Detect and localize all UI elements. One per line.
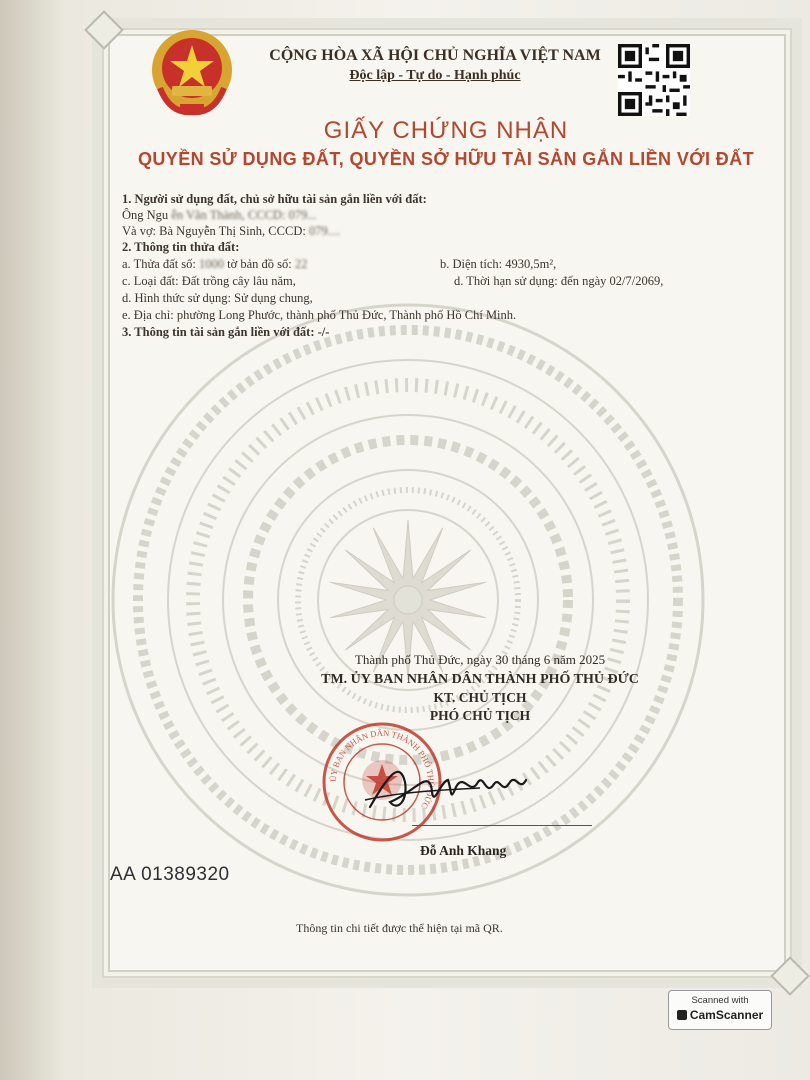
camscanner-logo-icon xyxy=(677,1010,687,1020)
area-line: b. Diện tích: 4930,5m², xyxy=(440,257,557,271)
owner-obscured: ễn Văn Thành, CCCD: 079... xyxy=(171,208,317,222)
national-emblem-icon xyxy=(150,28,234,118)
land-type-line: c. Loại đất: Đất trồng cây lâu năm, xyxy=(122,274,296,288)
camscanner-badge xyxy=(668,990,772,1030)
camscanner-text: CamScanner xyxy=(689,1008,764,1022)
national-motto: Độc lập - Tự do - Hạnh phúc xyxy=(349,68,521,83)
section2-heading: 2. Thông tin thửa đất: xyxy=(122,240,240,254)
section3-value: -/- xyxy=(317,325,330,339)
authority-line: TM. ỦY BAN NHÂN DÂN THÀNH PHỐ THỦ ĐỨC xyxy=(321,672,639,687)
spouse-prefix: Và vợ: Bà xyxy=(122,224,174,238)
parcel-label: a. Thửa đất số: xyxy=(122,257,196,271)
parcel-line xyxy=(122,257,307,272)
certificate-subtitle: QUYỀN SỬ DỤNG ĐẤT, QUYỀN SỞ HỮU TÀI SẢN GẮN LIỀN VỚI ĐẤT xyxy=(137,149,754,169)
section1-heading: 1. Người sử dụng đất, chủ sở hữu tài sản gắn liền với đất: xyxy=(122,192,427,206)
scanned-with-text: Scanned with xyxy=(691,995,749,1006)
signature-line xyxy=(412,825,592,826)
certificate-title: GIẤY CHỨNG NHẬN xyxy=(323,117,569,144)
parcel-number-obscured: 1000 xyxy=(199,257,225,271)
map-sheet-obscured: 22 xyxy=(294,257,308,271)
date-line: Thành phố Thủ Đức, ngày 30 tháng 6 năm 2025 xyxy=(354,652,606,667)
spouse-name: Nguyễn Thị Sinh, CCCD: xyxy=(176,224,306,238)
camscanner-label xyxy=(669,1008,771,1022)
spouse-line xyxy=(122,224,340,239)
role-deputy-line: KT. CHỦ TỊCH xyxy=(433,690,527,705)
seal-text: ỦY BAN NHÂN DÂN THÀNH PHỐ THỦ ĐỨC xyxy=(327,727,437,811)
owner-line xyxy=(122,208,317,223)
qr-note: Thông tin chi tiết được thể hiện tại mã QR. xyxy=(296,921,503,935)
map-sheet-label: tờ bản đồ số: xyxy=(227,257,292,271)
section3-line xyxy=(122,325,329,340)
country-name: CỘNG HÒA XÃ HỘI CHỦ NGHĨA VIỆT NAM xyxy=(269,47,601,64)
handwritten-signature-icon xyxy=(360,752,540,822)
address-line: e. Địa chỉ: phường Long Phước, thành phố Thủ Đức, Thành phố Hồ Chí Minh. xyxy=(122,308,517,322)
term-line: d. Thời hạn sử dụng: đến ngày 02/7/2069, xyxy=(454,274,664,288)
section3-heading: 3. Thông tin tài sản gắn liền với đất: xyxy=(122,325,315,339)
usage-form-line: d. Hình thức sử dụng: Sử dụng chung, xyxy=(122,291,313,305)
signer-name: Đỗ Anh Khang xyxy=(420,843,507,858)
owner-prefix: Ông Ngu xyxy=(122,208,169,222)
spouse-obscured: 079.... xyxy=(308,224,341,238)
role-vice-chair-line: PHÓ CHỦ TỊCH xyxy=(429,708,531,723)
serial-number: AA 01389320 xyxy=(110,864,230,885)
